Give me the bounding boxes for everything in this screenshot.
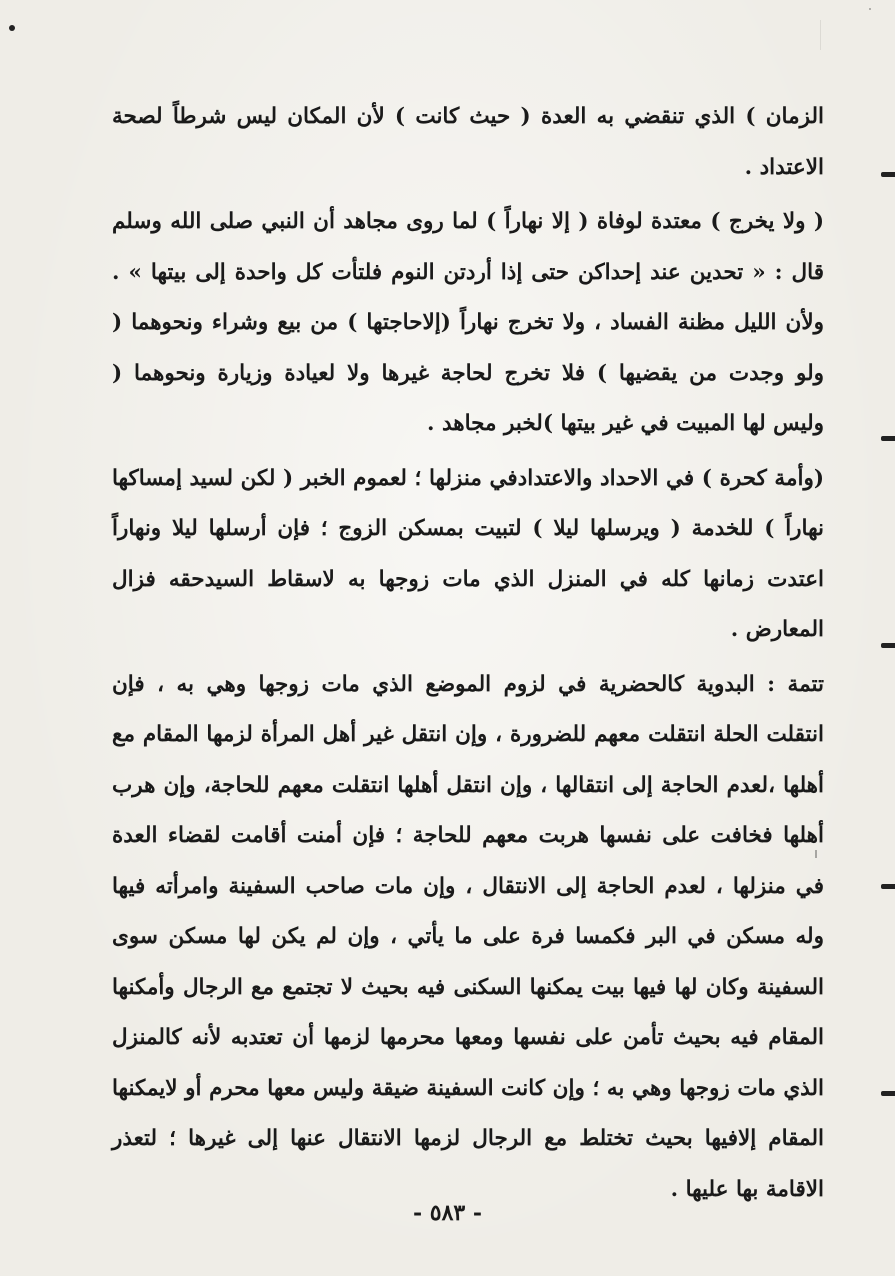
- body-text: [112, 92, 824, 1215]
- paragraph-4: تتمة : البدوية كالحضرية في لزوم الموضع الذي مات زوجها وهي به ، فإن انتقلت الحلة انتقلت معهم للضرورة ، وإن انتقل غير أهل المرأة لزمها المقام مع أهلها ،لعدم الحاجة إلى انتقالها ، وإن انتقل أهلها انتقلت معهم للحاجة، وإن هرب أهلها فخافت على نفسها هربت معهم للحاجة ؛ فإن أمنت أقامت لقضاء العدة في منزلها ، لعدم الحاجة إلى الانتقال ، وإن مات صاحب السفينة وامرأته فيها وله مسكن في البر فكمسا فرة على ما يأتي ، وإن لم يكن لها مسكن سوى السفينة وكان لها فيها بيت يمكنها السكنى فيه بحيث لا تجتمع مع الرجال وأمكنها المقام فيه بحيث تأمن على نفسها ومعها محرمها لزمها أن تعتدبه لأنه كالمنزل الذي مات زوجها وهي به ؛ وإن كانت السفينة ضيقة وليس معها محرم أو لايمكنها المقام إلافيها بحيث تختلط مع الرجال لزمها الانتقال عنها إلى غيرها ؛ لتعذر الاقامة بها عليها .: [112, 671, 824, 1202]
- margin-mark: [881, 643, 895, 648]
- scan-speck: [869, 8, 871, 10]
- scan-artifact: [820, 20, 821, 50]
- margin-mark: [881, 1091, 895, 1096]
- paragraph-2: ( ولا يخرج ) معتدة لوفاة ( إلا نهاراً ) لما روى مجاهد أن النبي صلى الله وسلم قال : « تحدين عند إحداكن حتى إذا أردتن النوم فلتأت كل واحدة إلى بيتها » . ولأن الليل مظنة الفساد ، ولا تخرج نهاراً (إلاحاجتها ) من بيع وشراء ونحوهما ( ولو وجدت من يقضيها ) فلا تخرج لحاجة غيرها ولا لعيادة وزيارة ونحوهما ( وليس لها المبيت في غير بيتها )لخبر مجاهد .: [112, 209, 824, 436]
- margin-mark: [881, 884, 895, 889]
- margin-mark: [881, 436, 895, 441]
- paragraph-1: الزمان ) الذي تنقضي به العدة ( حيث كانت ) لأن المكان ليس شرطاً لصحة الاعتداد .: [112, 104, 824, 180]
- page-number: - ٥٨٣ -: [412, 1200, 483, 1226]
- scan-speck: [9, 25, 15, 31]
- paragraph-3: (وأمة كحرة ) في الاحداد والاعتدادفي منزلها ؛ لعموم الخبر ( لكن لسيد إمساكها نهاراً ) للخدمة ( ويرسلها ليلا ) لتبيت بمسكن الزوج ؛ فإن أرسلها ليلا ونهاراً اعتدت زمانها كله في المنزل الذي مات زوجها به لاسقاط السيدحقه فزال المعارض .: [112, 465, 824, 642]
- margin-mark: [881, 172, 895, 177]
